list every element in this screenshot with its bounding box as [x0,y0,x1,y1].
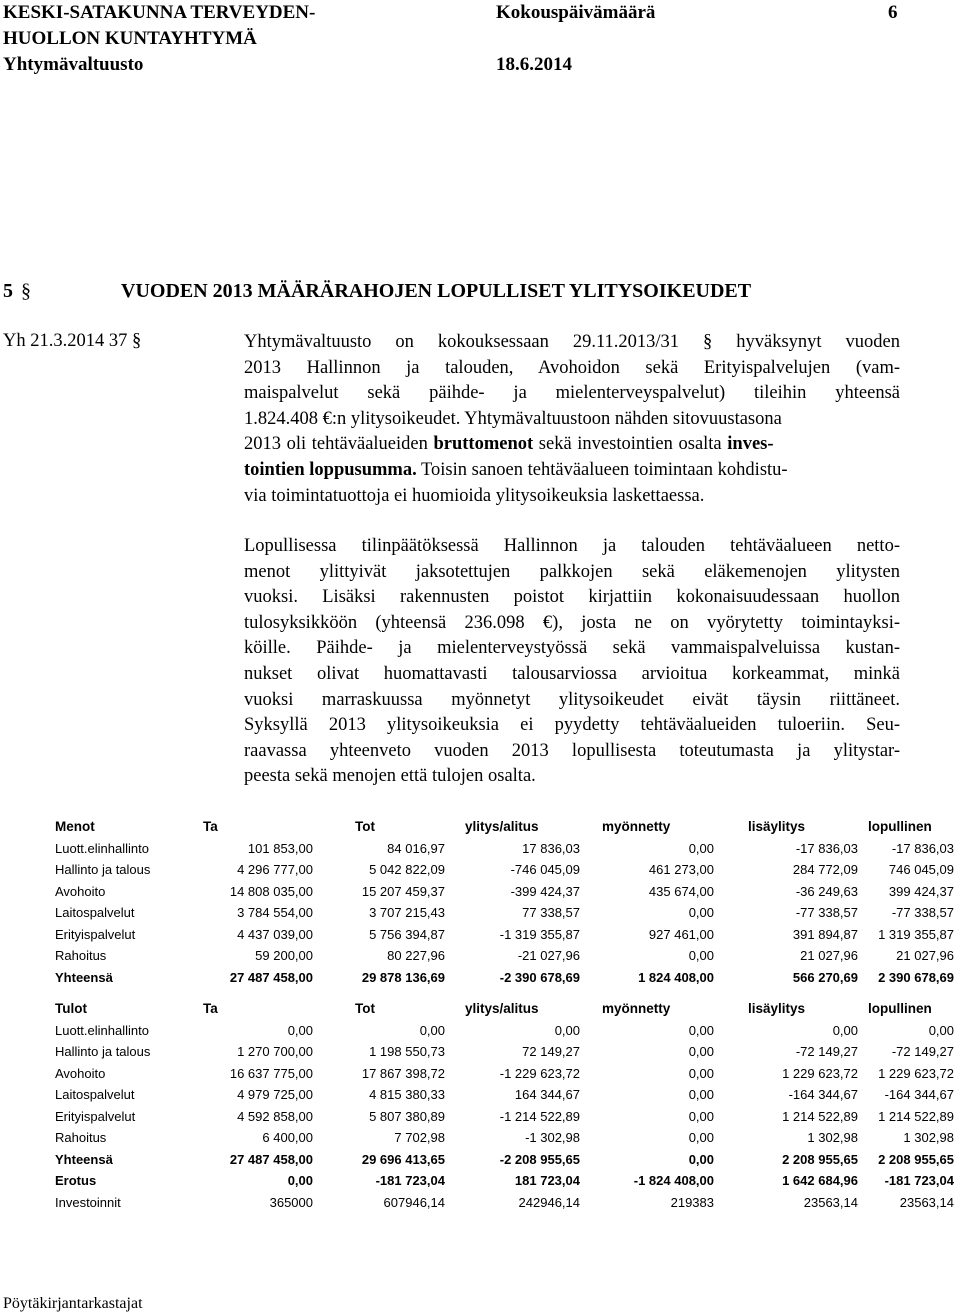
expenses-body [55,838,954,989]
table-cell: 21 027,96 [896,948,954,964]
table-cell: 391 894,87 [792,926,858,942]
text-fragment: Toisin sanoen tehtäväalueen toimintaan kohdistu- [416,459,788,480]
paragraph-2 [244,534,900,790]
row-label: Yhteensä [55,969,113,985]
table-cell: 0,00 [688,1065,714,1081]
table-cell: 80 227,96 [387,948,445,964]
table-row [55,1127,954,1149]
table-cell: 0,00 [419,1022,445,1038]
text-line: maispalvelut sekä päihde- ja mielenterveyspalvelut) tileihin yhteensä [244,383,900,404]
table-row [55,1170,954,1192]
table-cell: 2 390 678,69 [878,969,954,985]
table-cell: 746 045,09 [888,862,954,878]
column-header: myönnetty [602,819,671,835]
table-cell: -1 824 408,00 [633,1173,714,1189]
table-cell: 1 229 623,72 [782,1065,858,1081]
row-label: Luott.elinhallinto [55,840,149,856]
table-cell: 2 208 955,65 [878,1151,954,1167]
meeting-date: 18.6.2014 [496,54,572,75]
text-line: tulosyksikköön (yhteensä 236.098 €), josta ne on vyörytetty toimintayksi- [244,612,900,633]
text-line: peesta sekä menojen että tulojen osalta. [244,766,536,787]
table-cell: 399 424,37 [888,883,954,899]
paragraph-1 [244,330,900,509]
row-label: Investoinnit [55,1194,121,1210]
table-cell: -17 836,03 [795,840,858,856]
text-line: via toimintatuottoja ei huomioida ylitysoikeuksia laskettaessa. [244,485,705,506]
text-fragment: sekä investointien osalta [533,434,728,455]
table-cell: 29 878 136,69 [361,969,445,985]
org-header [3,0,315,78]
table-header-row [55,816,954,838]
table-cell: -1 229 623,72 [499,1065,580,1081]
row-label: Rahoitus [55,948,107,964]
table-cell: 1 270 700,00 [237,1044,313,1060]
table-cell: 1 214 522,89 [782,1108,858,1124]
column-header: lisäylitys [748,819,806,835]
table-row [55,1149,954,1171]
table-cell: -36 249,63 [795,883,858,899]
column-header: lopullinen [868,1001,932,1017]
column-header: Tot [355,819,375,835]
table-cell: 4 979 725,00 [237,1087,313,1103]
row-label: Rahoitus [55,1130,107,1146]
table-cell: 0,00 [287,1173,313,1189]
table-row [55,902,954,924]
column-header: ylitys/alitus [465,819,539,835]
table-cell: 0,00 [688,905,714,921]
table-cell: 0,00 [688,1044,714,1060]
table-row [55,881,954,903]
row-label: Laitospalvelut [55,1087,135,1103]
text-line: nukset olivat huomattavasti talousarviossa arvioitua korkeammat, minkä [244,663,900,684]
expenses-table [55,816,954,988]
table-cell: -72 149,27 [795,1044,858,1060]
table-cell: 0,00 [688,948,714,964]
table-cell: -164 344,67 [884,1087,954,1103]
table-row [55,924,954,946]
table-cell: 5 807 380,89 [369,1108,445,1124]
table-cell: 101 853,00 [247,840,313,856]
column-header: Ta [203,1001,218,1017]
table-cell: 1 824 408,00 [638,969,714,985]
table-cell: 6 400,00 [262,1130,313,1146]
paragraph-sign: § [21,280,31,302]
income-table [55,998,954,1213]
table-cell: 1 229 623,72 [878,1065,954,1081]
table-cell: 0,00 [688,1151,714,1167]
table-cell: 566 270,69 [792,969,858,985]
table-row [55,1063,954,1085]
text-fragment: 1.824.408 €:n ylitysoikeudet. [244,408,461,429]
org-name-line1: KESKI-SATAKUNNA TERVEYDEN- [3,2,316,23]
row-label: Erityispalvelut [55,1108,136,1124]
table-cell: 927 461,00 [648,926,714,942]
previous-reference: Yh 21.3.2014 37 § [3,331,142,351]
section-title: VUODEN 2013 MÄÄRÄRAHOJEN LOPULLISET YLITYSOIKEUDET [121,280,752,302]
table-cell: -181 723,04 [884,1173,954,1189]
table-cell: 4 296 777,00 [237,862,313,878]
table-cell: 242946,14 [518,1194,580,1210]
table-cell: -1 302,98 [525,1130,580,1146]
row-label: Hallinto ja talous [55,1044,151,1060]
row-label: Erityispalvelut [55,926,136,942]
table-cell: 17 867 398,72 [361,1065,445,1081]
column-header: lisäylitys [748,1001,806,1017]
table-cell: 2 208 955,65 [782,1151,858,1167]
table-cell: 14 808 035,00 [229,883,313,899]
table-cell: 23563,14 [803,1194,858,1210]
page-number: 6 [888,2,898,23]
column-header: ylitys/alitus [465,1001,539,1017]
table-cell: 4 815 380,33 [369,1087,445,1103]
column-header: Ta [203,819,218,835]
section-number: 5 [3,280,13,302]
table-cell: 21 027,96 [800,948,858,964]
bold-term: inves- [727,434,774,455]
table-cell: -17 836,03 [891,840,954,856]
table-cell: 5 042 822,09 [369,862,445,878]
table-cell: 0,00 [688,1022,714,1038]
table-cell: 4 437 039,00 [237,926,313,942]
row-label: Hallinto ja talous [55,862,151,878]
table-cell: 435 674,00 [648,883,714,899]
body-name: Yhtymävaltuusto [3,54,144,75]
table-cell: 0,00 [688,840,714,856]
text-line [244,432,900,458]
table-cell: 27 487 458,00 [229,1151,313,1167]
table-row [55,967,954,989]
table-cell: 0,00 [928,1022,954,1038]
table-cell: 0,00 [287,1022,313,1038]
table-row [55,1192,954,1214]
table-cell: 3 707 215,43 [369,905,445,921]
text-line: Yhtymävaltuusto on kokouksessaan 29.11.2013/31 § hyväksynyt vuoden [244,332,900,352]
table-cell: 77 338,57 [522,905,580,921]
row-label: Erotus [55,1173,97,1189]
bold-term: bruttomenot [433,434,534,455]
table-cell: -2 208 955,65 [499,1151,580,1167]
row-label: Avohoito [55,883,106,899]
table-cell: -72 149,27 [891,1044,954,1060]
date-label: Kokouspäivämäärä [496,2,656,23]
table-cell: 16 637 775,00 [229,1065,313,1081]
table-cell: 219383 [670,1194,714,1210]
table-cell: 7 702,98 [394,1130,445,1146]
text-line: 2013 Hallinnon ja talouden, Avohoidon sekä Erityispalvelujen (vam- [244,357,900,378]
table-cell: 164 344,67 [514,1087,580,1103]
text-line: köille. Päihde- ja mielenterveystyössä sekä vammaispalveluissa kustan- [244,638,900,659]
table-cell: 1 302,98 [807,1130,858,1146]
row-label: Yhteensä [55,1151,113,1167]
table-cell: -1 319 355,87 [499,926,580,942]
table-row [55,838,954,860]
table-cell: 1 214 522,89 [878,1108,954,1124]
income-body [55,1020,954,1214]
table-row [55,859,954,881]
table-cell: 27 487 458,00 [229,969,313,985]
text-fragment: Yhtymävaltuustoon nähden sitovuustasona [460,408,782,429]
table-row [55,945,954,967]
text-line [244,407,900,433]
table-row [55,1020,954,1042]
row-label: Avohoito [55,1065,106,1081]
column-header: Menot [55,819,95,835]
column-header: lopullinen [868,819,932,835]
bold-term: tointien loppusumma. [244,459,417,480]
table-cell: 0,00 [688,1130,714,1146]
table-row [55,1041,954,1063]
text-line [244,458,900,484]
text-fragment: 2013 oli tehtäväalueiden [244,434,434,455]
table-cell: 84 016,97 [387,840,445,856]
text-line: vuoksi. Lisäksi rakennusten poistot kirjattiin kokonaisuudessaan huollon [244,587,900,608]
table-cell: 59 200,00 [255,948,313,964]
table-cell: 284 772,09 [792,862,858,878]
table-cell: 3 784 554,00 [237,905,313,921]
table-cell: 72 149,27 [522,1044,580,1060]
table-cell: -164 344,67 [788,1087,858,1103]
table-cell: 5 756 394,87 [369,926,445,942]
table-cell: 1 642 684,96 [782,1173,858,1189]
text-line: vuoksi marraskuussa myönnetyt ylitysoikeudet eivät täysin riittäneet. [244,689,900,710]
meeting-date-block [496,0,655,78]
table-cell: -399 424,37 [510,883,580,899]
table-cell: 0,00 [688,1087,714,1103]
table-cell: 0,00 [554,1022,580,1038]
row-label: Luott.elinhallinto [55,1022,149,1038]
table-cell: -2 390 678,69 [499,969,580,985]
text-line: Syksyllä 2013 ylitysoikeuksia ei pyydetty tehtäväalueiden tuloeriin. Seu- [244,715,900,736]
table-cell: 461 273,00 [648,862,714,878]
text-line: Lopullisessa tilinpäätöksessä Hallinnon ja talouden tehtäväalueen netto- [244,536,900,556]
column-header: Tot [355,1001,375,1017]
row-label: Laitospalvelut [55,905,135,921]
table-cell: 4 592 858,00 [237,1108,313,1124]
table-cell: 15 207 459,37 [361,883,445,899]
table-cell: 181 723,04 [514,1173,580,1189]
table-cell: 365000 [269,1194,313,1210]
table-cell: -21 027,96 [517,948,580,964]
table-cell: 29 696 413,65 [361,1151,445,1167]
table-cell: 0,00 [688,1108,714,1124]
table-row [55,1106,954,1128]
text-line: menot ylittyivät jaksotettujen palkkojen sekä eläkemenojen ylitysten [244,561,900,582]
column-header: Tulot [55,1001,87,1017]
table-cell: 1 198 550,73 [369,1044,445,1060]
table-cell: 17 836,03 [522,840,580,856]
footer-signers: Pöytäkirjantarkastajat [3,1295,143,1312]
text-line: raavassa yhteenveto vuoden 2013 lopullisesta toteutumasta ja ylitystar- [244,740,900,761]
table-cell: 607946,14 [383,1194,445,1210]
table-cell: -1 214 522,89 [499,1108,580,1124]
table-cell: -746 045,09 [510,862,580,878]
column-header: myönnetty [602,1001,671,1017]
table-cell: 0,00 [832,1022,858,1038]
table-cell: -77 338,57 [795,905,858,921]
table-header-row [55,998,954,1020]
table-cell: 23563,14 [899,1194,954,1210]
table-cell: 1 319 355,87 [878,926,954,942]
table-cell: 1 302,98 [903,1130,954,1146]
table-cell: -181 723,04 [375,1173,445,1189]
table-cell: -77 338,57 [891,905,954,921]
table-row [55,1084,954,1106]
org-name-line2: HUOLLON KUNTAYHTYMÄ [3,28,257,49]
